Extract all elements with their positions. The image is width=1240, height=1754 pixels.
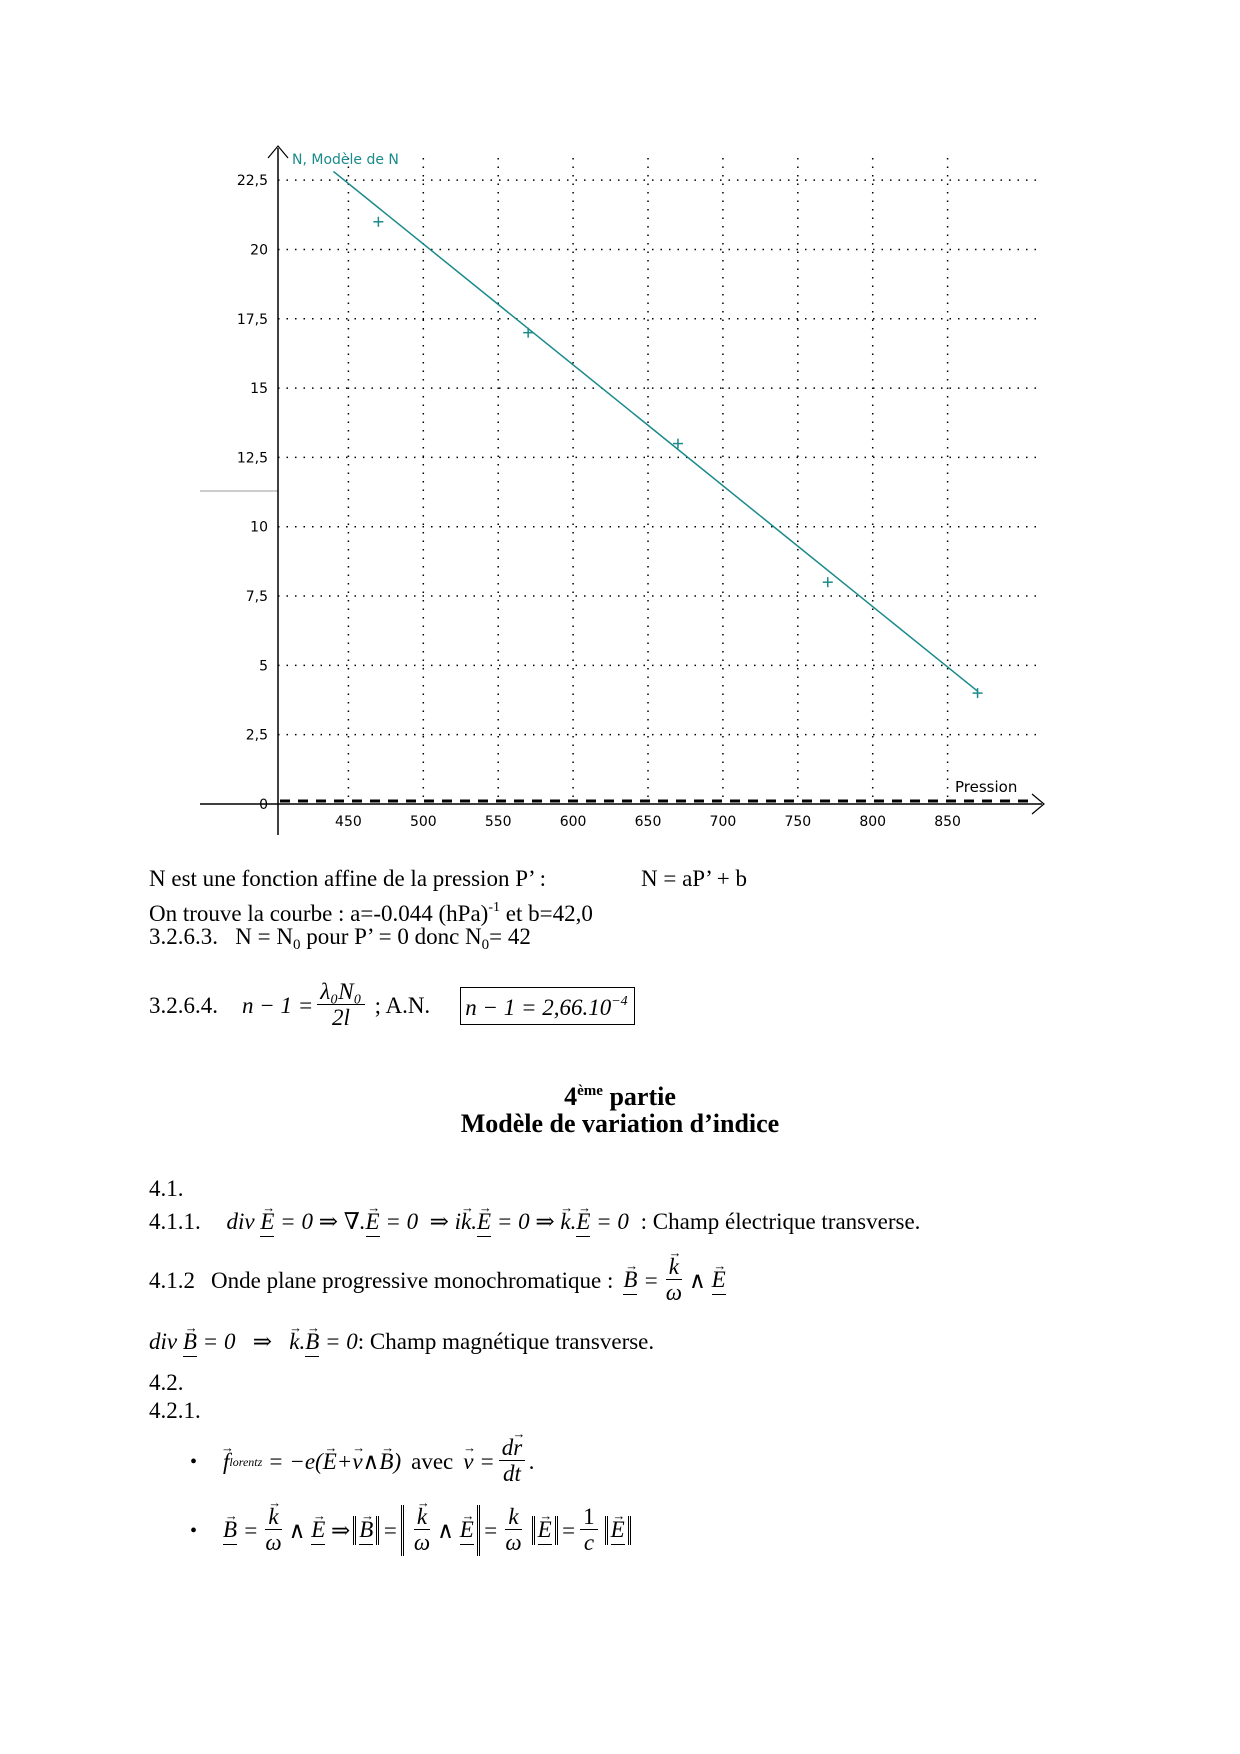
data-point-1 [523, 328, 533, 338]
courbe-exponent: -1 [488, 900, 501, 915]
s411-line [149, 1208, 920, 1237]
s41: 4.1. [149, 1176, 184, 1201]
x-tick-8: 850 [934, 814, 961, 830]
s3264-line [149, 980, 635, 1031]
y-tick-7: 17,5 [236, 311, 268, 328]
y-tick-4: 10 [250, 519, 268, 536]
affine-text: N est une fonction affine de la pression P’ : [149, 866, 547, 891]
velocity-equation: → v = $\frac{d\to r}{dt}$ . [463, 1436, 535, 1487]
x-tick-1: 500 [409, 814, 437, 830]
x-tick-2: 550 [484, 814, 512, 830]
s3263-number: 3.2.6.3. [149, 924, 218, 949]
s412-equation: → B = → $\frac{k}{\omega}$ ∧ → E [623, 1255, 725, 1306]
heading-ordinal: 4 [564, 1082, 578, 1111]
data-point-3 [823, 577, 833, 587]
s3264-an: ; A.N. [374, 992, 431, 1018]
divb-description: : Champ magnétique transverse. [357, 1329, 655, 1354]
x-axis-label: Pression [955, 778, 1018, 796]
divb-equation: div → B = 0 ⇒ → k.→ B = 0 [149, 1329, 358, 1354]
frac-denominator: 2l [332, 1005, 350, 1030]
y-tick-9: 22,5 [236, 173, 268, 190]
x-tick-5: 700 [709, 814, 737, 830]
s412-number: 4.1.2 [149, 1267, 195, 1293]
s412-line [149, 1255, 726, 1306]
s3263-line [149, 923, 531, 959]
y-axis-label: N, Modèle de N [292, 152, 399, 168]
model-line [333, 171, 977, 691]
x-tick-7: 800 [859, 814, 887, 830]
divb-line [149, 1328, 654, 1357]
y-tick-labels [237, 173, 268, 813]
s411-description: : Champ électrique transverse. [640, 1209, 921, 1234]
x-tick-labels [335, 814, 961, 830]
courbe-text: On trouve la courbe : a=-0.044 (hPa) [149, 901, 489, 926]
lorentz-equation: → f lorentz = −e( → E + → v ∧ → B ) [223, 1448, 401, 1476]
frac-numerator: λ₀N₀ [317, 980, 364, 1005]
y-tick-3: 7,5 [245, 589, 268, 606]
part-subtitle: Modèle de variation d’indice [460, 1109, 780, 1138]
y-tick-0: 0 [259, 797, 268, 813]
s3263-b: pour P’ = 0 donc N [300, 924, 482, 949]
s42: 4.2. [149, 1370, 184, 1395]
y-tick-6: 15 [250, 381, 268, 398]
s3264-lhs: n − 1 = [242, 992, 314, 1018]
s3263-a: N = N [235, 924, 293, 949]
bullet-icon: • [190, 1450, 198, 1473]
chart-grid [278, 158, 1042, 804]
x-tick-6: 750 [784, 814, 812, 830]
bullet-norm [190, 1505, 634, 1556]
result-value: n − 1 = 2,66.10 [465, 994, 612, 1020]
x-tick-0: 450 [335, 814, 362, 830]
avec-text: avec [411, 1448, 454, 1474]
y-tick-8: 20 [250, 242, 268, 259]
data-point-0 [373, 217, 383, 227]
x-tick-4: 650 [634, 814, 662, 830]
y-tick-2: 5 [259, 658, 268, 675]
affine-formula: N = aP’ + b [641, 866, 748, 891]
s411-equation: div → E = 0 ⇒ ∇.→ E = 0 ⇒ i→ k.→ E = 0 ⇒ → k.→ E = 0 [227, 1209, 629, 1234]
s3264-result-box [460, 987, 635, 1025]
x-tick-3: 600 [559, 814, 587, 830]
chart [0, 0, 1240, 840]
bullet-icon: • [190, 1519, 198, 1542]
affine-line [149, 865, 748, 893]
heading-partie: partie [602, 1082, 676, 1111]
heading-ordinal-suffix: ème [577, 1083, 603, 1099]
norm-equation: → B = → $\frac{k}{\omega}$ ∧ → E ⇒ → B = → $\frac{k}{\omega}$ ∧ → E = $\frac{k}{\omega}$ → E = $\frac{1}{c}$ → E [223, 1505, 634, 1556]
s3263-sub2: 0 [481, 937, 490, 953]
s411-number: 4.1.1. [149, 1209, 201, 1234]
s3264-number: 3.2.6.4. [149, 992, 218, 1018]
y-tick-1: 2,5 [245, 727, 268, 744]
s421: 4.2.1. [149, 1398, 201, 1423]
s3263-c: = 42 [489, 924, 531, 949]
s3263-sub: 0 [292, 937, 301, 953]
y-tick-5: 12,5 [236, 450, 268, 467]
result-exponent: −4 [611, 993, 628, 1009]
s412-description: Onde plane progressive monochromatique : [211, 1267, 614, 1293]
s3264-fraction [317, 980, 364, 1031]
data-point-4 [973, 688, 983, 698]
courbe-b: et b=42,0 [500, 901, 593, 926]
bullet-lorentz [190, 1436, 535, 1487]
